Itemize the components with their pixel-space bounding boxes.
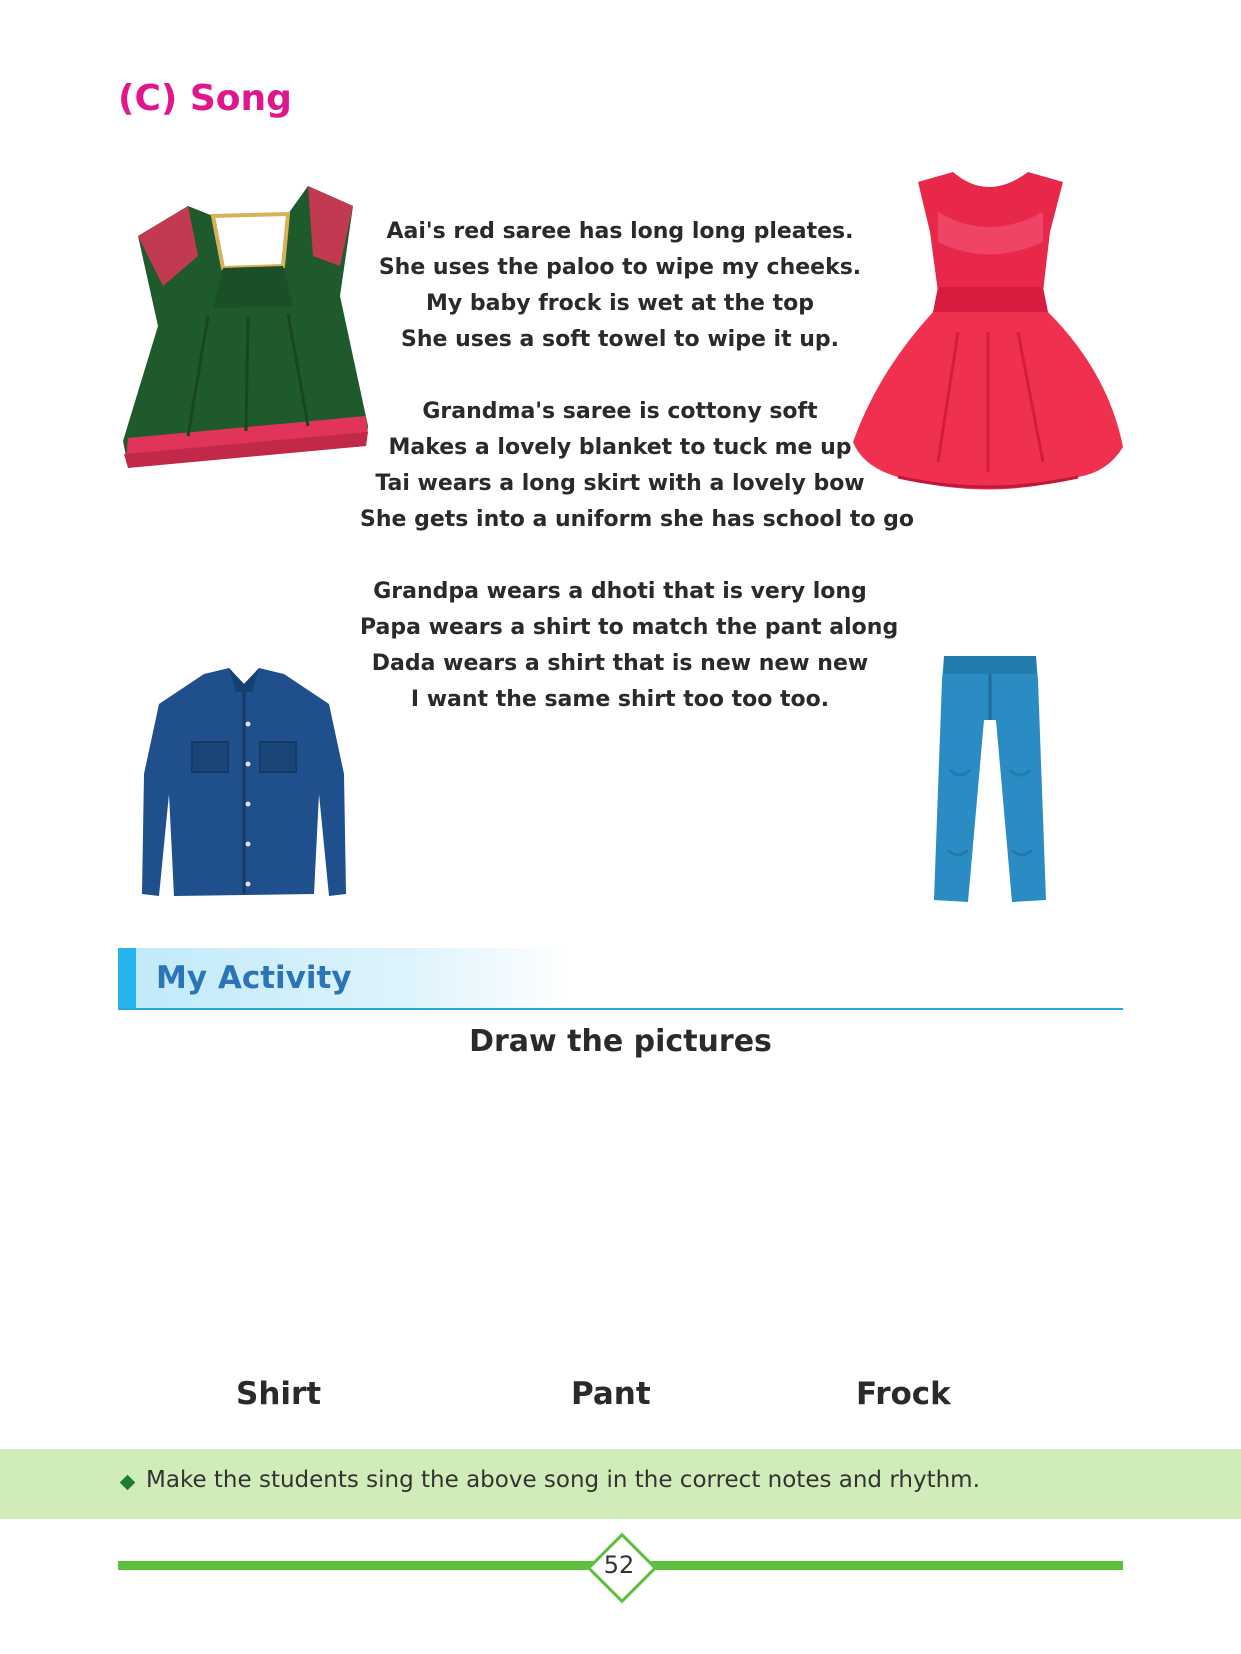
denim-shirt-icon bbox=[134, 664, 354, 904]
song-line: Dada wears a shirt that is new new new bbox=[371, 651, 869, 676]
activity-accent-bar bbox=[118, 948, 136, 1008]
blue-pant-icon bbox=[930, 650, 1050, 908]
label-frock: Frock bbox=[856, 1376, 951, 1412]
teacher-note-text: Make the students sing the above song in the correct notes and rhythm. bbox=[146, 1467, 980, 1493]
song-line: My baby frock is wet at the top bbox=[426, 291, 814, 316]
label-shirt: Shirt bbox=[236, 1376, 322, 1412]
label-pant: Pant bbox=[571, 1376, 651, 1412]
page-number: 52 bbox=[603, 1551, 635, 1579]
song-stanza bbox=[360, 394, 914, 538]
activity-instruction: Draw the pictures bbox=[469, 1024, 772, 1059]
section-title: (C) Song bbox=[118, 78, 292, 119]
song-line: She uses the paloo to wipe my cheeks. bbox=[378, 255, 862, 280]
song-line: Papa wears a shirt to match the pant along bbox=[360, 615, 899, 640]
song-line: I want the same shirt too too too. bbox=[410, 687, 830, 712]
diamond-bullet-icon bbox=[120, 1475, 136, 1491]
teacher-note bbox=[0, 1449, 1241, 1519]
song-stanza bbox=[360, 214, 880, 358]
song-lyrics bbox=[360, 214, 914, 754]
red-dress-icon bbox=[838, 172, 1140, 512]
green-frock-icon bbox=[118, 176, 380, 490]
activity-title: My Activity bbox=[156, 960, 352, 996]
song-stanza bbox=[360, 574, 899, 718]
song-line: Grandpa wears a dhoti that is very long bbox=[373, 579, 867, 604]
song-line: Aai's red saree has long long pleates. bbox=[386, 219, 854, 244]
song-line: She gets into a uniform she has school to go bbox=[360, 507, 914, 532]
song-line: Grandma's saree is cottony soft bbox=[422, 399, 818, 424]
activity-header bbox=[118, 948, 1123, 1010]
song-line: She uses a soft towel to wipe it up. bbox=[400, 327, 840, 352]
song-line: Tai wears a long skirt with a lovely bow bbox=[375, 471, 865, 496]
song-line: Makes a lovely blanket to tuck me up bbox=[388, 435, 852, 460]
